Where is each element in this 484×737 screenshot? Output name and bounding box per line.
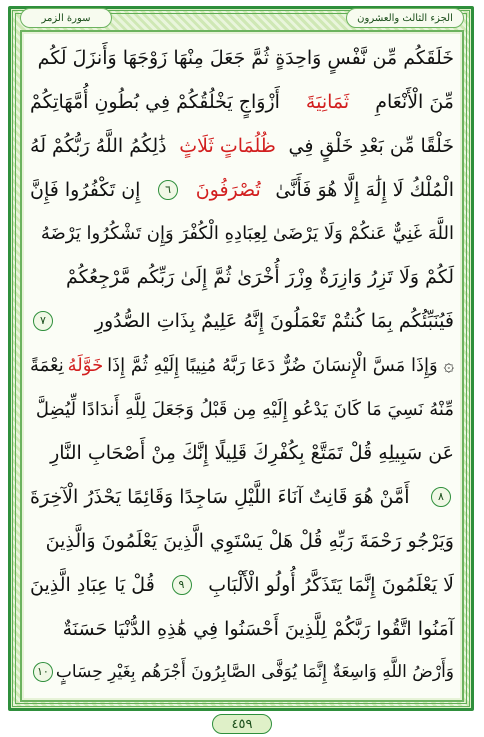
verse-text: عَن سَبِيلِهِ قُلْ تَمَتَّعْ بِكُفْرِكَ قَلِيلًا إِنَّكَ مِنْ أَصْحَابِ النَّارِ: [50, 441, 454, 464]
verse-text: الْمُلْكُ لَا إِلَٰهَ إِلَّا هُوَ فَأَنَّىٰ: [275, 178, 454, 201]
juz-label: الجزء الثالث والعشرون: [346, 8, 464, 28]
ayah-number-icon: ٨: [431, 487, 451, 507]
text-line: [30, 36, 454, 80]
verse-text: أَزْوَاجٍ يَخْلُقُكُمْ فِي بُطُونِ أُمَّهَاتِكُمْ: [30, 90, 280, 113]
verse-text: لَا يَعْلَمُونَ إِنَّمَا يَتَذَكَّرُ أُولُو الْأَلْبَابِ: [208, 573, 454, 596]
text-line: [30, 212, 454, 256]
ayah-number-icon: ٩: [172, 575, 192, 595]
text-line: [30, 563, 454, 607]
text-line: [30, 387, 454, 431]
text-line: [30, 343, 454, 387]
quran-text: [30, 36, 454, 696]
text-line: [30, 255, 454, 299]
highlighted-word: تُصْرَفُونَ: [195, 178, 261, 201]
text-line: [30, 607, 454, 651]
text-line: [30, 168, 454, 212]
verse-text: إِن تَكْفُرُوا فَإِنَّ: [30, 178, 141, 201]
verse-text: فَيُنَبِّئُكُم بِمَا كُنتُمْ تَعْمَلُونَ إِنَّهُ عَلِيمٌ بِذَاتِ الصُّدُورِ: [94, 310, 454, 333]
text-line: [30, 431, 454, 475]
text-line: [30, 299, 454, 343]
text-line: [30, 519, 454, 563]
verse-text: وَأَرْضُ اللَّهِ وَاسِعَةٌ إِنَّمَا يُوَفَّى الصَّابِرُونَ أَجْرَهُم بِغَيْرِ حِسَابٍ: [55, 662, 454, 683]
verse-text: وَيَرْجُو رَحْمَةَ رَبِّهِ قُلْ هَلْ يَسْتَوِي الَّذِينَ يَعْلَمُونَ وَالَّذِينَ: [45, 529, 454, 552]
highlighted-word: ثَمَانِيَةَ: [305, 90, 350, 113]
verse-text: مِّنَ الْأَنْعَامِ: [375, 90, 454, 113]
verse-text: نِعْمَةً: [30, 354, 64, 376]
verse-text: خَلْقًا مِّن بَعْدِ خَلْقٍ فِي: [288, 134, 454, 157]
verse-text: آمَنُوا اتَّقُوا رَبَّكُمْ لِلَّذِينَ أَحْسَنُوا فِي هَٰذِهِ الدُّنْيَا حَسَنَةٌ: [62, 617, 454, 640]
ayah-number-icon: ١٠: [33, 662, 53, 682]
text-line: [30, 80, 454, 124]
text-line: [30, 475, 454, 519]
verse-text: ذَٰلِكُمُ اللَّهُ رَبُّكُمْ لَهُ: [30, 134, 167, 157]
verse-text: أَمَّنْ هُوَ قَانِتٌ آنَاءَ اللَّيْلِ سَاجِدًا وَقَائِمًا يَحْذَرُ الْآخِرَةَ: [30, 485, 410, 508]
page-number: ٤٥٩: [212, 714, 272, 734]
verse-text: اللَّهَ غَنِيٌّ عَنكُمْ وَلَا يَرْضَىٰ لِعِبَادِهِ الْكُفْرَ وَإِن تَشْكُرُوا يَرْضَهُ: [40, 223, 454, 244]
highlighted-word: ظُلُمَاتٍ ثَلَاثٍ: [179, 134, 276, 157]
text-line: [30, 124, 454, 168]
surah-label: سورة الزمر: [20, 8, 112, 28]
verse-text: مِّنْهُ نَسِيَ مَا كَانَ يَدْعُو إِلَيْهِ مِن قَبْلُ وَجَعَلَ لِلَّهِ أَندَادًا لِّيُضِلَّ: [35, 398, 454, 420]
verse-text: لَكُمْ وَلَا تَزِرُ وَازِرَةٌ وِزْرَ أُخْرَىٰ ثُمَّ إِلَىٰ رَبِّكُم مَّرْجِعُكُمْ: [65, 266, 454, 289]
ayah-number-icon: ٧: [33, 311, 53, 331]
verse-text: خَلَقَكُم مِّن نَّفْسٍ وَاحِدَةٍ ثُمَّ جَعَلَ مِنْهَا زَوْجَهَا وَأَنزَلَ لَكُم: [37, 46, 454, 69]
ayah-number-icon: ٦: [158, 180, 178, 200]
verse-text: قُلْ يَا عِبَادِ الَّذِينَ: [30, 573, 155, 596]
text-line: [30, 650, 454, 694]
highlighted-word: خَوَّلَهُ: [67, 354, 104, 376]
verse-text: ۞ وَإِذَا مَسَّ الْإِنسَانَ ضُرٌّ دَعَا رَبَّهُ مُنِيبًا إِلَيْهِ ثُمَّ إِذَا: [107, 354, 454, 376]
